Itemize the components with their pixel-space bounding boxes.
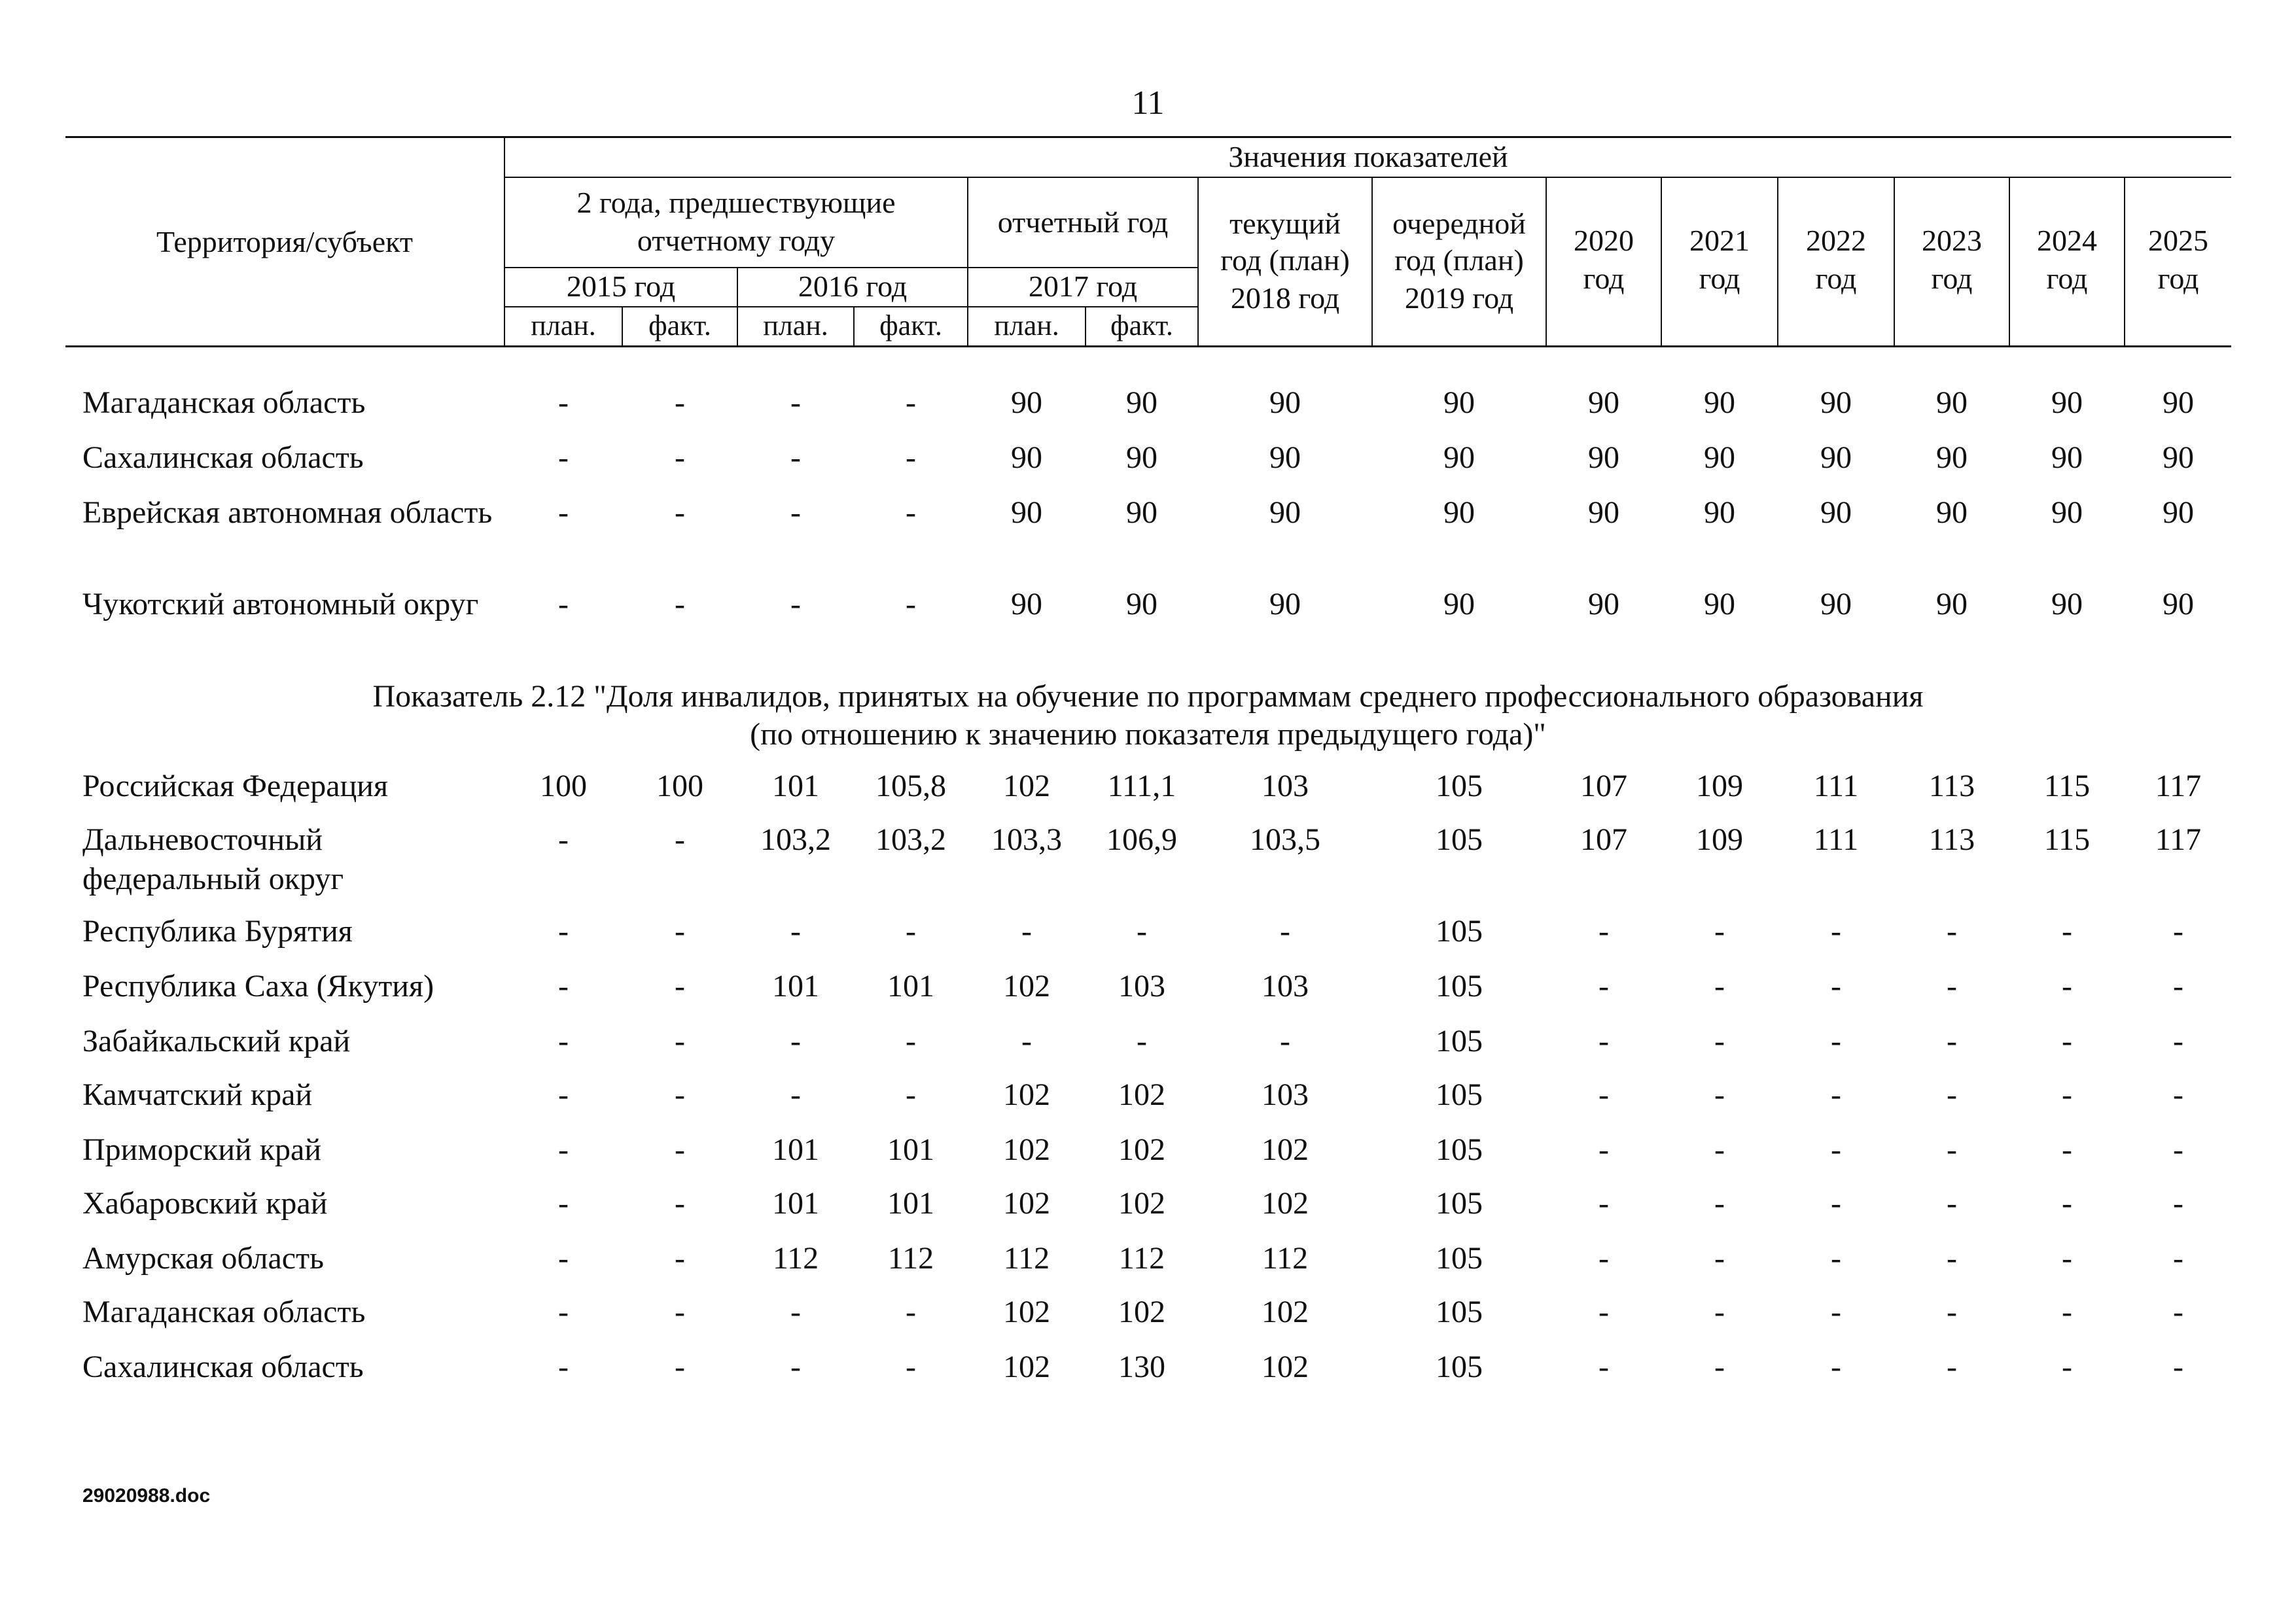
header-year-2016: 2016 год bbox=[798, 270, 908, 303]
value-cell: - bbox=[1714, 914, 1725, 949]
value-cell: - bbox=[1831, 1295, 1841, 1329]
value-cell: 102 bbox=[1003, 1350, 1050, 1384]
header-values-title: Значения показателей bbox=[1228, 140, 1508, 173]
value-cell: 102 bbox=[1003, 969, 1050, 1003]
header-rule-values bbox=[505, 177, 2231, 178]
header-current-year-l1: текущий bbox=[1229, 207, 1341, 240]
value-cell: 130 bbox=[1118, 1350, 1165, 1384]
value-cell: - bbox=[1714, 1241, 1725, 1276]
value-cell: 112 bbox=[887, 1241, 934, 1276]
value-cell: 102 bbox=[1262, 1132, 1309, 1167]
value-cell: 112 bbox=[1118, 1241, 1165, 1276]
value-cell: 90 bbox=[1269, 587, 1301, 621]
value-cell: - bbox=[1831, 1077, 1841, 1112]
value-cell: - bbox=[1714, 1132, 1725, 1167]
value-cell: - bbox=[1598, 1350, 1609, 1384]
value-cell: - bbox=[1137, 1024, 1147, 1058]
value-cell: 90 bbox=[1443, 587, 1475, 621]
value-cell: - bbox=[1714, 969, 1725, 1003]
value-cell: - bbox=[558, 495, 569, 530]
value-cell: - bbox=[2062, 1077, 2072, 1112]
value-cell: - bbox=[1598, 1024, 1609, 1058]
value-cell: 115 bbox=[2043, 822, 2091, 857]
value-cell: - bbox=[558, 822, 569, 857]
value-cell: - bbox=[2062, 1241, 2072, 1276]
value-cell: 111 bbox=[1813, 769, 1859, 803]
value-cell: - bbox=[2173, 1186, 2183, 1221]
value-cell: 105 bbox=[1436, 1350, 1483, 1384]
value-cell: - bbox=[2173, 1024, 2183, 1058]
value-cell: 102 bbox=[1003, 1186, 1050, 1221]
value-cell: - bbox=[2062, 914, 2072, 949]
value-cell: - bbox=[906, 1024, 916, 1058]
value-cell: - bbox=[1598, 1295, 1609, 1329]
value-cell: 101 bbox=[772, 969, 819, 1003]
value-cell: - bbox=[2173, 1132, 2183, 1167]
value-cell: 101 bbox=[772, 1132, 819, 1167]
value-cell: 105 bbox=[1436, 914, 1483, 949]
table-row bbox=[0, 820, 2296, 899]
value-cell: - bbox=[2173, 914, 2183, 949]
header-year-word: год bbox=[2157, 262, 2199, 295]
value-cell: 103,2 bbox=[760, 822, 831, 857]
territory-name: Республика Саха (Якутия) bbox=[82, 969, 434, 1003]
header-year-2023: 2023 bbox=[1922, 224, 1982, 257]
value-cell: - bbox=[1947, 1186, 1957, 1221]
value-cell: 90 bbox=[2163, 385, 2194, 420]
value-cell: 102 bbox=[1118, 1295, 1165, 1329]
value-cell: - bbox=[675, 969, 685, 1003]
header-plan: план. bbox=[531, 309, 596, 341]
value-cell: - bbox=[1947, 1295, 1957, 1329]
value-cell: - bbox=[906, 587, 916, 621]
value-cell: 112 bbox=[1003, 1241, 1050, 1276]
table-row bbox=[0, 585, 2296, 663]
header-plan: план. bbox=[994, 309, 1059, 341]
value-cell: - bbox=[906, 495, 916, 530]
value-cell: 90 bbox=[1011, 385, 1042, 420]
value-cell: - bbox=[1831, 1186, 1841, 1221]
value-cell: 103 bbox=[1262, 769, 1309, 803]
value-cell: - bbox=[1947, 969, 1957, 1003]
value-cell: 90 bbox=[1936, 587, 1968, 621]
value-cell: - bbox=[790, 587, 801, 621]
value-cell: 90 bbox=[1588, 587, 1619, 621]
header-prev-years-l1: 2 года, предшествующие bbox=[576, 186, 896, 219]
header-year-2025: 2025 bbox=[2148, 224, 2208, 257]
territory-name: Магаданская область bbox=[82, 1295, 366, 1329]
value-cell: - bbox=[558, 440, 569, 475]
value-cell: - bbox=[1598, 1241, 1609, 1276]
value-cell: - bbox=[2062, 1186, 2072, 1221]
value-cell: 105 bbox=[1436, 1295, 1483, 1329]
value-cell: 102 bbox=[1003, 1077, 1050, 1112]
value-cell: 102 bbox=[1003, 1132, 1050, 1167]
territory-name: Сахалинская область bbox=[82, 1350, 364, 1384]
value-cell: - bbox=[906, 1077, 916, 1112]
value-cell: - bbox=[790, 1350, 801, 1384]
value-cell: - bbox=[1714, 1350, 1725, 1384]
value-cell: 112 bbox=[1262, 1241, 1309, 1276]
value-cell: 113 bbox=[1928, 822, 1975, 857]
value-cell: - bbox=[675, 587, 685, 621]
territory-name: Чукотский автономный округ bbox=[82, 587, 479, 621]
value-cell: 105,8 bbox=[875, 769, 946, 803]
value-cell: - bbox=[1280, 1024, 1290, 1058]
value-cell: - bbox=[675, 914, 685, 949]
header-territory: Территория/субъект bbox=[156, 225, 413, 258]
table-row bbox=[0, 493, 2296, 572]
header-next-year-l3: 2019 год bbox=[1404, 281, 1514, 315]
value-cell: - bbox=[906, 914, 916, 949]
value-cell: - bbox=[558, 1241, 569, 1276]
value-cell: 90 bbox=[1820, 440, 1852, 475]
value-cell: - bbox=[1831, 969, 1841, 1003]
value-cell: - bbox=[675, 1132, 685, 1167]
value-cell: 105 bbox=[1436, 822, 1483, 857]
document-id: 29020988.doc bbox=[82, 1485, 211, 1507]
header-year-word: год bbox=[1583, 262, 1625, 295]
value-cell: 90 bbox=[1126, 495, 1157, 530]
value-cell: 102 bbox=[1262, 1186, 1309, 1221]
value-cell: 103 bbox=[1262, 969, 1309, 1003]
header-year-2021: 2021 bbox=[1689, 224, 1750, 257]
value-cell: 90 bbox=[1936, 495, 1968, 530]
value-cell: 115 bbox=[2043, 769, 2091, 803]
value-cell: - bbox=[675, 1350, 685, 1384]
value-cell: 105 bbox=[1436, 1241, 1483, 1276]
header-year-word: год bbox=[1931, 262, 1973, 295]
value-cell: 109 bbox=[1696, 822, 1743, 857]
value-cell: - bbox=[1947, 1077, 1957, 1112]
value-cell: 90 bbox=[1011, 440, 1042, 475]
value-cell: - bbox=[2062, 1024, 2072, 1058]
value-cell: 90 bbox=[2051, 587, 2083, 621]
territory-name: Магаданская область bbox=[82, 385, 366, 420]
value-cell: - bbox=[1947, 1241, 1957, 1276]
value-cell: - bbox=[675, 1077, 685, 1112]
header-bottom-rule bbox=[65, 345, 2231, 347]
value-cell: 102 bbox=[1003, 1295, 1050, 1329]
territory-name: Забайкальский край bbox=[82, 1024, 351, 1058]
value-cell: - bbox=[675, 1024, 685, 1058]
value-cell: 102 bbox=[1262, 1350, 1309, 1384]
indicator-heading-line2: (по отношению к значению показателя предыдущего года)" bbox=[750, 717, 1546, 752]
indicator-heading bbox=[0, 678, 2296, 754]
value-cell: 90 bbox=[2051, 440, 2083, 475]
value-cell: - bbox=[790, 440, 801, 475]
value-cell: 105 bbox=[1436, 1186, 1483, 1221]
territory-name: Республика Бурятия bbox=[82, 914, 353, 949]
value-cell: - bbox=[1831, 914, 1841, 949]
territory-name: Приморский край bbox=[82, 1132, 322, 1167]
value-cell: 90 bbox=[1126, 587, 1157, 621]
value-cell: - bbox=[2173, 1350, 2183, 1384]
territory-name: Дальневосточный федеральный округ bbox=[82, 822, 344, 896]
header-next-year-l2: год (план) bbox=[1394, 243, 1524, 277]
value-cell: - bbox=[558, 969, 569, 1003]
value-cell: - bbox=[1714, 1077, 1725, 1112]
value-cell: - bbox=[2173, 1241, 2183, 1276]
value-cell: - bbox=[675, 1241, 685, 1276]
header-year-word: год bbox=[1699, 262, 1740, 295]
header-year-2020: 2020 bbox=[1574, 224, 1634, 257]
value-cell: - bbox=[2062, 1295, 2072, 1329]
value-cell: - bbox=[558, 385, 569, 420]
territory-name: Российская Федерация bbox=[82, 769, 389, 803]
header-prev-years-l2: отчетному году bbox=[637, 224, 836, 257]
value-cell: 102 bbox=[1118, 1186, 1165, 1221]
value-cell: 117 bbox=[2155, 822, 2202, 857]
value-cell: - bbox=[906, 1350, 916, 1384]
value-cell: - bbox=[558, 914, 569, 949]
header-next-year-l1: очередной bbox=[1392, 207, 1526, 240]
value-cell: 90 bbox=[1704, 587, 1735, 621]
value-cell: 107 bbox=[1580, 769, 1627, 803]
value-cell: - bbox=[1280, 914, 1290, 949]
value-cell: 107 bbox=[1580, 822, 1627, 857]
value-cell: 90 bbox=[1820, 385, 1852, 420]
value-cell: - bbox=[2173, 1077, 2183, 1112]
indicator-heading-line1: Показатель 2.12 "Доля инвалидов, принятых на обучение по программам среднего профессионального образования bbox=[372, 679, 1924, 714]
value-cell: - bbox=[1831, 1241, 1841, 1276]
value-cell: - bbox=[1598, 969, 1609, 1003]
value-cell: - bbox=[1947, 914, 1957, 949]
value-cell: 90 bbox=[1269, 495, 1301, 530]
value-cell: 90 bbox=[2051, 495, 2083, 530]
value-cell: 90 bbox=[1820, 495, 1852, 530]
value-cell: 105 bbox=[1436, 1024, 1483, 1058]
value-cell: 117 bbox=[2155, 769, 2202, 803]
value-cell: 90 bbox=[2163, 587, 2194, 621]
header-fact: факт. bbox=[648, 309, 711, 341]
value-cell: 106,9 bbox=[1106, 822, 1177, 857]
value-cell: - bbox=[2173, 969, 2183, 1003]
value-cell: 90 bbox=[1704, 385, 1735, 420]
value-cell: 102 bbox=[1262, 1295, 1309, 1329]
value-cell: - bbox=[790, 1295, 801, 1329]
value-cell: 105 bbox=[1436, 1132, 1483, 1167]
header-reporting-year: отчетный год bbox=[997, 205, 1169, 239]
value-cell: - bbox=[558, 1186, 569, 1221]
header-year-word: год bbox=[2046, 262, 2088, 295]
value-cell: 105 bbox=[1436, 969, 1483, 1003]
value-cell: 90 bbox=[1269, 440, 1301, 475]
value-cell: - bbox=[1947, 1132, 1957, 1167]
value-cell: 102 bbox=[1003, 769, 1050, 803]
value-cell: - bbox=[1598, 1077, 1609, 1112]
value-cell: - bbox=[2173, 1295, 2183, 1329]
header-fact: факт. bbox=[879, 309, 942, 341]
value-cell: - bbox=[1598, 1186, 1609, 1221]
value-cell: - bbox=[790, 495, 801, 530]
value-cell: - bbox=[558, 1132, 569, 1167]
value-cell: 90 bbox=[1269, 385, 1301, 420]
header-fact: факт. bbox=[1110, 309, 1173, 341]
value-cell: - bbox=[675, 1186, 685, 1221]
value-cell: - bbox=[1947, 1350, 1957, 1384]
value-cell: - bbox=[675, 495, 685, 530]
value-cell: 90 bbox=[2163, 495, 2194, 530]
value-cell: 90 bbox=[2051, 385, 2083, 420]
value-cell: 105 bbox=[1436, 1077, 1483, 1112]
value-cell: 100 bbox=[656, 769, 703, 803]
value-cell: - bbox=[2062, 1350, 2072, 1384]
value-cell: 103 bbox=[1118, 969, 1165, 1003]
header-year-2017: 2017 год bbox=[1028, 270, 1138, 303]
value-cell: - bbox=[790, 385, 801, 420]
value-cell: 90 bbox=[1126, 440, 1157, 475]
value-cell: 103,3 bbox=[991, 822, 1062, 857]
value-cell: - bbox=[1714, 1024, 1725, 1058]
value-cell: 109 bbox=[1696, 769, 1743, 803]
value-cell: - bbox=[1831, 1024, 1841, 1058]
value-cell: 101 bbox=[772, 769, 819, 803]
header-year-2015: 2015 год bbox=[566, 270, 676, 303]
value-cell: - bbox=[790, 1024, 801, 1058]
value-cell: - bbox=[906, 440, 916, 475]
value-cell: 90 bbox=[1704, 495, 1735, 530]
value-cell: - bbox=[790, 914, 801, 949]
value-cell: 90 bbox=[1704, 440, 1735, 475]
value-cell: 90 bbox=[1443, 385, 1475, 420]
value-cell: - bbox=[558, 1295, 569, 1329]
value-cell: 90 bbox=[1588, 495, 1619, 530]
page-number: 11 bbox=[1131, 84, 1165, 122]
value-cell: 90 bbox=[1011, 495, 1042, 530]
value-cell: - bbox=[558, 1024, 569, 1058]
value-cell: 101 bbox=[772, 1186, 819, 1221]
value-cell: 112 bbox=[772, 1241, 819, 1276]
value-cell: - bbox=[790, 1077, 801, 1112]
value-cell: 101 bbox=[887, 1186, 934, 1221]
territory-name: Еврейская автономная область bbox=[82, 495, 493, 530]
value-cell: - bbox=[558, 1350, 569, 1384]
value-cell: - bbox=[558, 1077, 569, 1112]
header-year-2022: 2022 bbox=[1806, 224, 1866, 257]
value-cell: 90 bbox=[1936, 440, 1968, 475]
value-cell: 103,2 bbox=[875, 822, 946, 857]
value-cell: - bbox=[2062, 1132, 2072, 1167]
value-cell: - bbox=[906, 1295, 916, 1329]
value-cell: 90 bbox=[2163, 440, 2194, 475]
value-cell: - bbox=[1021, 1024, 1032, 1058]
table-header bbox=[0, 0, 2296, 366]
value-cell: - bbox=[2062, 969, 2072, 1003]
value-cell: 90 bbox=[1443, 440, 1475, 475]
value-cell: - bbox=[675, 1295, 685, 1329]
value-cell: 102 bbox=[1118, 1132, 1165, 1167]
value-cell: - bbox=[1598, 1132, 1609, 1167]
value-cell: 90 bbox=[1443, 495, 1475, 530]
value-cell: 90 bbox=[1820, 587, 1852, 621]
value-cell: - bbox=[1714, 1186, 1725, 1221]
header-current-year-l3: 2018 год bbox=[1230, 281, 1340, 315]
value-cell: 90 bbox=[1126, 385, 1157, 420]
value-cell: 111,1 bbox=[1107, 769, 1176, 803]
header-plan: план. bbox=[763, 309, 828, 341]
value-cell: - bbox=[558, 587, 569, 621]
territory-name: Сахалинская область bbox=[82, 440, 364, 475]
value-cell: - bbox=[1021, 914, 1032, 949]
header-year-2024: 2024 bbox=[2037, 224, 2097, 257]
value-cell: 105 bbox=[1436, 769, 1483, 803]
territory-name: Хабаровский край bbox=[82, 1186, 328, 1221]
value-cell: 101 bbox=[887, 1132, 934, 1167]
value-cell: - bbox=[1831, 1132, 1841, 1167]
value-cell: 100 bbox=[540, 769, 587, 803]
value-cell: 111 bbox=[1813, 822, 1859, 857]
value-cell: 90 bbox=[1011, 587, 1042, 621]
value-cell: - bbox=[906, 385, 916, 420]
value-cell: 103,5 bbox=[1250, 822, 1320, 857]
value-cell: - bbox=[1831, 1350, 1841, 1384]
value-cell: 113 bbox=[1928, 769, 1975, 803]
value-cell: - bbox=[1598, 914, 1609, 949]
value-cell: 101 bbox=[887, 969, 934, 1003]
territory-name: Амурская область bbox=[82, 1241, 324, 1276]
header-year-word: год bbox=[1815, 262, 1857, 295]
header-rule-planfact bbox=[505, 306, 1199, 307]
value-cell: - bbox=[675, 385, 685, 420]
table-row bbox=[0, 1348, 2296, 1426]
value-cell: 90 bbox=[1588, 440, 1619, 475]
header-current-year-l2: год (план) bbox=[1220, 243, 1350, 277]
value-cell: 102 bbox=[1118, 1077, 1165, 1112]
value-cell: - bbox=[1947, 1024, 1957, 1058]
value-cell: 90 bbox=[1588, 385, 1619, 420]
header-top-rule bbox=[65, 136, 2231, 138]
value-cell: 90 bbox=[1936, 385, 1968, 420]
value-cell: 103 bbox=[1262, 1077, 1309, 1112]
value-cell: - bbox=[1714, 1295, 1725, 1329]
value-cell: - bbox=[675, 822, 685, 857]
territory-name: Камчатский край bbox=[82, 1077, 313, 1112]
value-cell: - bbox=[675, 440, 685, 475]
value-cell: - bbox=[1137, 914, 1147, 949]
